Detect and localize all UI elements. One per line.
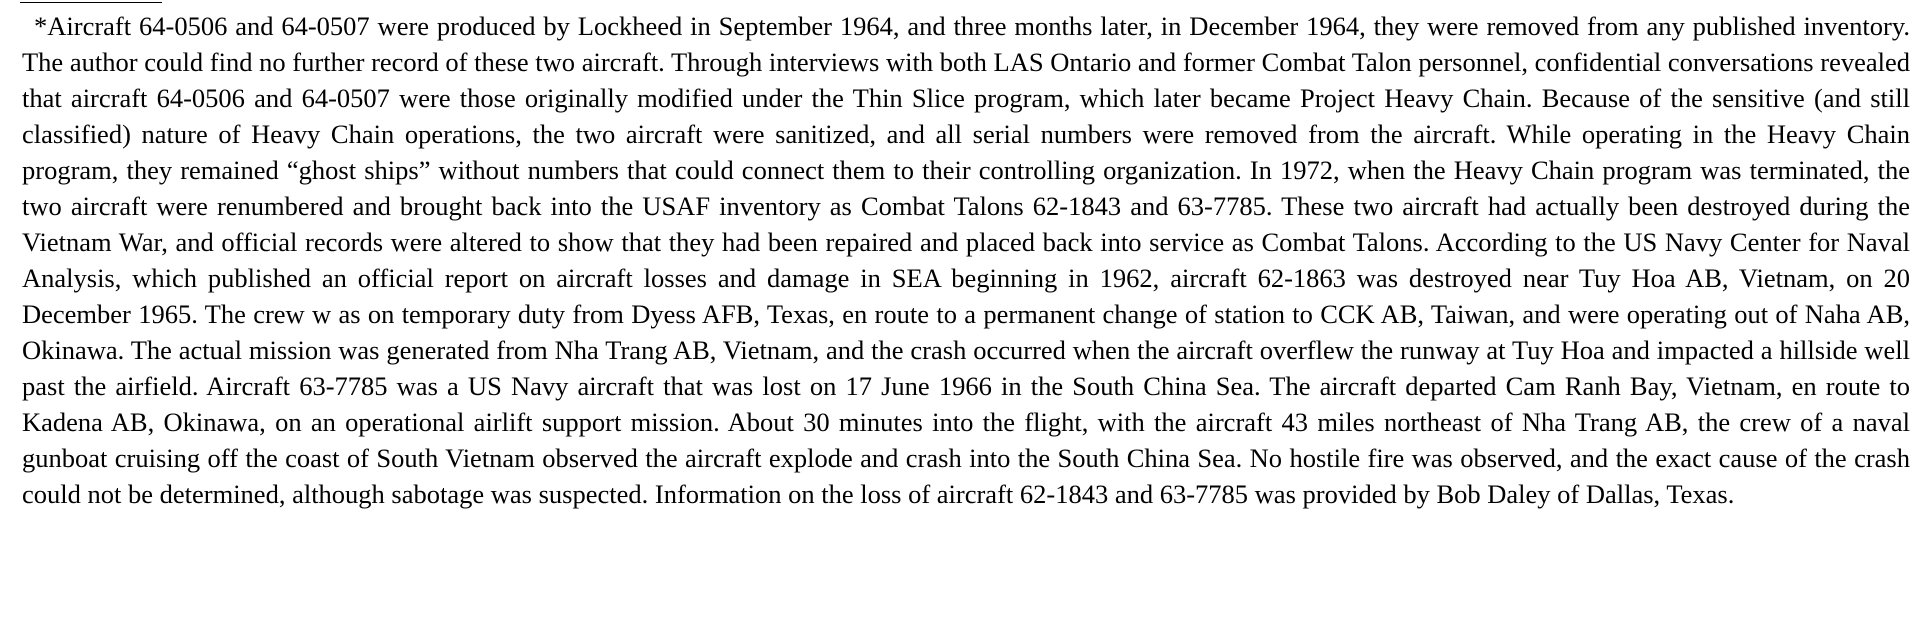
footnote-text: *Aircraft 64-0506 and 64-0507 were produced by Lockheed in September 1964, and three months later, in December 1964, they were removed from any published inventory. The author could find no further record of these two aircraft. Through interviews with both LAS Ontario and former Combat Talon personnel, confidential conversations revealed that aircraft 64-0506 and 64-0507 were those originally modified under the Thin Slice program, which later became Project Heavy Chain. Because of the sensitive (and still classified) nature of Heavy Chain operations, the two aircraft were sanitized, and all serial numbers were removed from the aircraft. While operating in the Heavy Chain program, they remained “ghost ships” without numbers that could connect them to their controlling organization. In 1972, when the Heavy Chain program was terminated, the two aircraft were renumbered and brought back into the USAF inventory as Combat Talons 62-1843 and 63-7785. These two aircraft had actually been destroyed during the Vietnam War, and official records were altered to show that they had been repaired and placed back into service as Combat Talons. According to the US Navy Center for Naval Analysis, which published an official report on aircraft losses and damage in SEA beginning in 1962, aircraft 62-1863 was destroyed near Tuy Hoa AB, Vietnam, on 20 December 1965. The crew w as on temporary duty from Dyess AFB, Texas, en route to a permanent change of station to CCK AB, Taiwan, and were operating out of Naha AB, Okinawa. The actual mission was generated from Nha Trang AB, Vietnam, and the crash occurred when the aircraft overflew the runway at Tuy Hoa and impacted a hillside well past the airfield. Aircraft 63-7785 was a US Navy aircraft that was lost on 17 June 1966 in the South China Sea. The aircraft departed Cam Ranh Bay, Vietnam, en route to Kadena AB, Okinawa, on an operational airlift support mission. About 30 minutes into the flight, with the aircraft 43 miles northeast of Nha Trang AB, the crew of a naval gunboat cruising off the coast of South Vietnam observed the aircraft explode and crash into the South China Sea. No hostile fire was observed, and the exact cause of the crash could not be determined, although sabotage was suspected. Information on the loss of aircraft 62-1843 and 63-7785 was provided by Bob Daley of Dallas, Texas. [22, 11, 1910, 509]
footnote-separator-rule [20, 2, 162, 3]
